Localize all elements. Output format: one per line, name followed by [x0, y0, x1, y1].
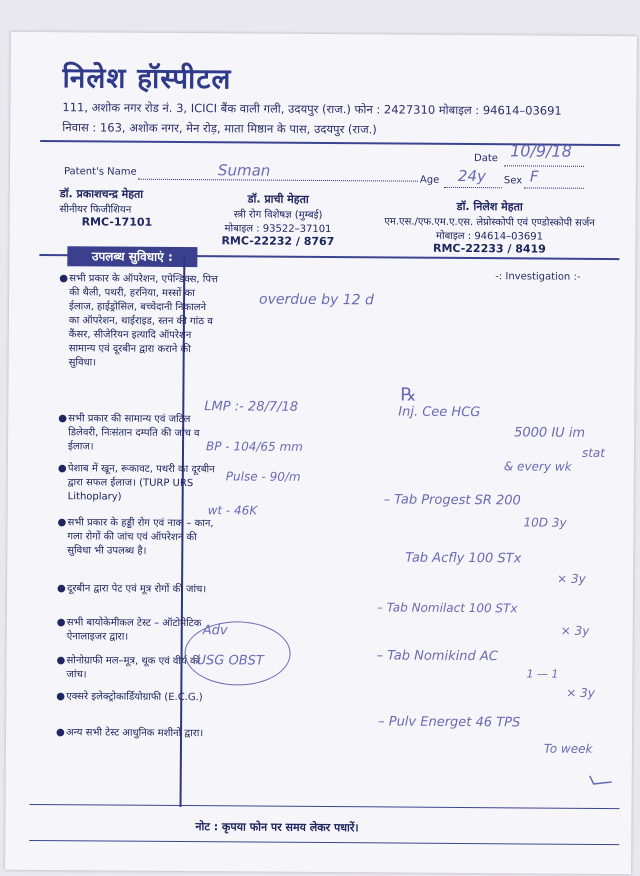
facility-text: सभी प्रकार के हड्डी रोग एवं नाक – कान, गला रोगों की जांच एवं ऑपरेशन की सुविधा भी उपलब्ध है।	[67, 517, 214, 557]
doctor-3-title: एम.एस./एफ.एम.ए.एस. लेप्रोस्कोपी एवं एण्डोस्कोपी सर्जन	[384, 216, 595, 229]
facility-item: ● दूरबीन द्वारा पेट एवं मूत्र रोगों की जांच।	[57, 583, 207, 596]
footer-rule-top	[30, 804, 620, 809]
facility-item: ● अन्य सभी टेस्ट आधुनिक मशीनों द्वारा।	[56, 727, 204, 740]
tab-progest: – Tab Progest SR 200	[383, 492, 521, 509]
hospital-address-line1: 111, अशोक नगर रोड नं. 3, ICICI बैंक वाली गली, उदयपुर (राज.) फोन : 2427310 मोबाइल : 94614–03691	[62, 100, 562, 118]
footer-note: नोट : कृपया फोन पर समय लेकर पधारें।	[195, 820, 359, 835]
doctor-3-name: डॉ. निलेश मेहता	[456, 199, 523, 214]
facility-item: ● पेशाब में खून, रूकावट, पथरी का दूरबीन द्वारा सफल ईलाज। (TURP URS Lithoplary)	[57, 463, 215, 503]
patient-name-label: Patent's Name	[63, 166, 137, 178]
advice-note: Adv	[202, 623, 228, 639]
doctor-2-rmc: RMC-22232 / 8767	[221, 234, 335, 249]
hospital-name: निलेश हॉस्पीटल	[62, 61, 232, 96]
hospital-address-line2: निवास : 163, अशोक नगर, मेन रोड़, माता मिष्ठान के पास, उदयपुर (राज.)	[62, 120, 377, 137]
age-line	[444, 187, 502, 188]
age-label: Age	[419, 174, 440, 186]
tab-nomilact: – Tab Nomilact 100 STx	[376, 600, 518, 616]
facility-text: पेशाब में खून, रूकावट, पथरी का दूरबीन द्वारा सफल ईलाज। (TURP URS Lithoplary)	[67, 463, 215, 503]
date-value: 10/9/18	[510, 141, 572, 161]
facility-text: दूरबीन द्वारा पेट एवं मूत्र रोगों की जांच।	[67, 583, 207, 596]
date-line	[504, 165, 584, 167]
doctor-3	[355, 198, 623, 256]
doctor-2-mobile: मोबाइल : 93522–37101	[224, 223, 332, 236]
facility-text: सभी प्रकार की सामान्य एवं जटिल डिलेवरी, निःसंतान दम्पति की जांच व ईलाज।	[67, 413, 200, 453]
facility-text: सभी बायोकेमीकल टेस्ट – ऑटोमेटिक ऐनालाइजर द्वारा।	[66, 617, 202, 643]
tab-nomikind-dosage: 1 — 1	[526, 667, 559, 681]
weight-note: wt - 46K	[207, 503, 258, 518]
sex-line	[524, 187, 584, 188]
facility-item: ● एक्सरे इलेक्ट्रोकार्डियोग्राफी (E.C.G.)	[56, 691, 203, 704]
checkmark-icon	[588, 772, 614, 788]
facilities-heading: उपलब्ध सुविधाएं :	[67, 246, 197, 267]
facility-item: ● सभी प्रकार के ऑपरेशन, एपेन्डिक्स, पित्त की थैली, पथरी, हरनिया, मस्सों का ईलाज, हाईड्रोसिल, बच्चेदानी निकालने का ऑपरेशन, थाईराइड, स्तन की गांठ व कैंसर, सीजेरियन इत्यादि ऑपरेशन सामान्य एवं दूरबीन द्वारा कराने की सुविधा।	[59, 273, 219, 369]
facility-item: ● सभी बायोकेमीकल टेस्ट – ऑटोमेटिक ऐनालाइजर द्वारा।	[56, 617, 202, 643]
tab-progest-duration: 10D 3y	[523, 515, 567, 530]
facility-item: ● सभी प्रकार के हड्डी रोग एवं नाक – कान, गला रोगों की जांच एवं ऑपरेशन की सुविधा भी उपलब्ध है।	[57, 517, 214, 557]
sex-label: Sex	[503, 175, 523, 187]
pulv-energet-duration: To week	[543, 741, 593, 756]
tab-nomilact-duration: × 3y	[560, 623, 590, 638]
pulv-energet: – Pulv Energet 46 TPS	[378, 714, 521, 731]
doctor-3-rmc: RMC-22233 / 8419	[432, 241, 546, 256]
footer-rule-bottom	[29, 840, 619, 845]
injection-dose: 5000 IU im	[514, 425, 586, 441]
injection-line: Inj. Cee HCG	[398, 404, 481, 421]
injection-frequency: & every wk	[503, 459, 572, 474]
usg-note: USG OBST	[196, 653, 264, 669]
doctor-1	[60, 186, 153, 229]
patient-name-value: Suman	[217, 161, 271, 180]
patient-name-line	[138, 179, 418, 182]
investigation-label: -: Investigation :-	[495, 271, 581, 283]
prescription-sheet	[5, 32, 637, 874]
sex-value: F	[529, 167, 539, 186]
pulse-note: Pulse - 90/m	[225, 469, 301, 484]
bp-note: BP - 104/65 mm	[205, 439, 303, 454]
facility-text: सोनोग्राफी मल–मूत्र, थूक एवं वीर्य की जांच।	[66, 655, 201, 681]
date-label: Date	[474, 153, 499, 165]
injection-stat: stat	[581, 445, 606, 460]
doctor-2-name: डॉ. प्राची मेहता	[247, 192, 309, 206]
facility-item: ● सभी प्रकार की सामान्य एवं जटिल डिलेवरी, निःसंतान दम्पति की जांच व ईलाज।	[58, 413, 200, 453]
doctor-1-name: डॉ. प्रकाशचन्द्र मेहता	[59, 187, 144, 201]
overdue-note: overdue by 12 d	[259, 291, 374, 309]
tab-acfly-duration: × 3y	[557, 571, 586, 586]
rx-symbol: ℞	[400, 384, 417, 406]
doctor-3-mobile: मोबाइल : 94614–03691	[436, 230, 544, 243]
tab-nomikind: – Tab Nomikind AC	[376, 648, 498, 665]
doctor-2-title: स्त्री रोग विशेषज्ञ (मुम्बई)	[233, 209, 323, 222]
facility-text: सभी प्रकार के ऑपरेशन, एपेन्डिक्स, पित्त की थैली, पथरी, हरनिया, मस्सों का ईलाज, हाईड्रोसिल, बच्चेदानी निकालने का ऑपरेशन, थाईराइड, स्तन की गांठ व कैंसर, सीजेरियन इत्यादि ऑपरेशन सामान्य एवं दूरबीन द्वारा कराने की सुविधा।	[68, 273, 219, 369]
doctor-2	[221, 191, 334, 248]
tab-acfly: Tab Acfly 100 STx	[405, 550, 522, 567]
facility-text: एक्सरे इलेक्ट्रोकार्डियोग्राफी (E.C.G.)	[66, 691, 203, 704]
facility-text: अन्य सभी टेस्ट आधुनिक मशीनों द्वारा।	[66, 727, 204, 740]
age-value: 24y	[457, 166, 486, 186]
lmp-note: LMP :- 28/7/18	[204, 399, 299, 415]
doctor-1-rmc: RMC-17101	[81, 215, 153, 229]
tab-nomikind-duration: × 3y	[566, 685, 595, 700]
doctor-1-title: सीनीयर फिजीशियन	[59, 204, 132, 216]
facility-item: ● सोनोग्राफी मल–मूत्र, थूक एवं वीर्य की जांच।	[56, 655, 201, 681]
